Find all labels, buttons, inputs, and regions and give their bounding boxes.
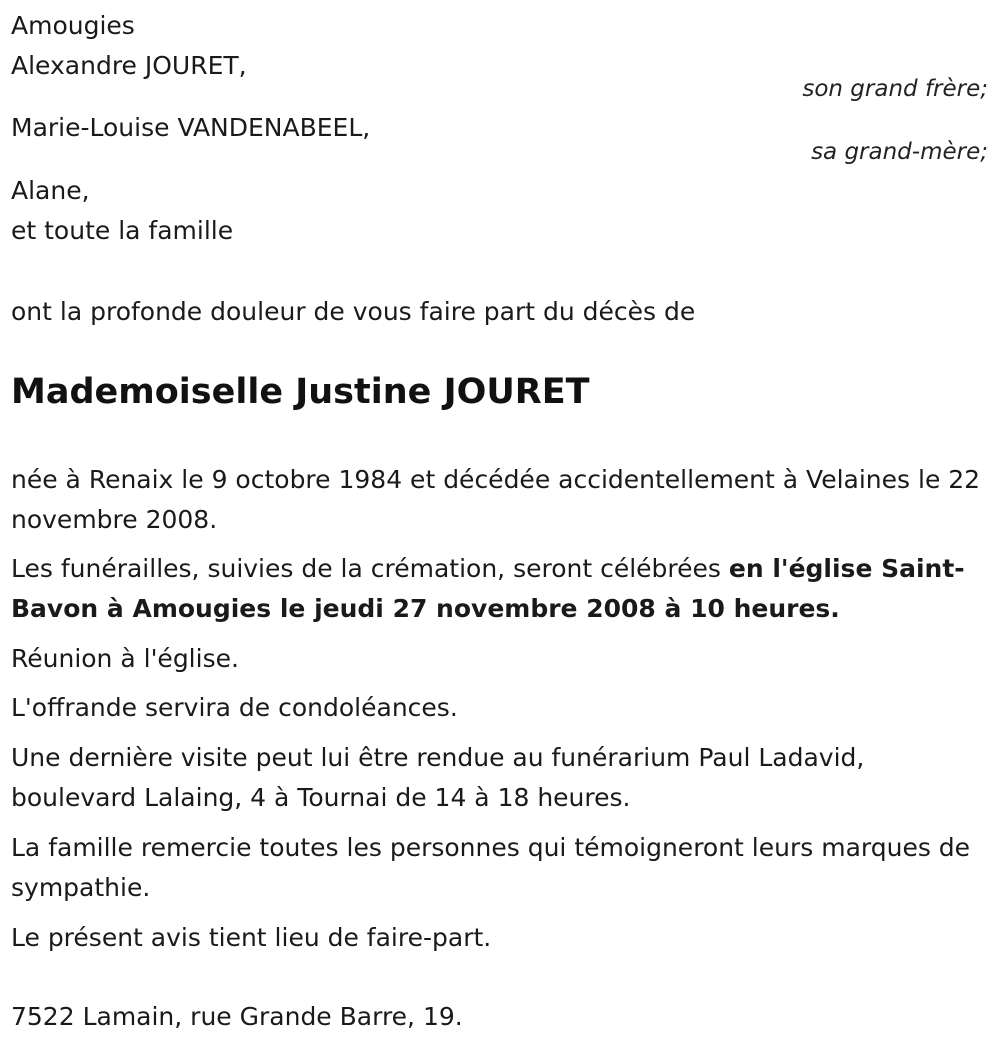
meeting-paragraph: Réunion à l'église. [11,644,239,673]
thanks-paragraph: La famille remercie toutes les personnes qui témoigneront leurs marques de sympathie. [11,833,971,902]
person-name-2: Marie-Louise VANDENABEEL, [11,113,371,142]
birth-death-paragraph: née à Renaix le 9 octobre 1984 et décédée accidentellement à Velaines le 22 novembre 2008. [11,465,981,534]
deceased-name: Mademoiselle Justine JOURET [11,372,590,412]
family-line: et toute la famille [11,216,234,245]
relation-2: sa grand-mère; [811,139,988,165]
person-name-1: Alexandre JOURET, [11,51,247,80]
announcement-text: ont la profonde douleur de vous faire part du décès de [11,297,696,326]
other-name: Alane, [11,176,90,205]
funeral-paragraph [11,549,996,629]
funeral-details: en l'église Saint-Bavon à Amougies le jeudi 27 novembre 2008 à 10 heures. [11,554,965,623]
place-name: Amougies [11,11,135,40]
funeral-intro: Les funérailles, suivies de la crémation, seront célébrées [11,554,729,583]
address-line: 7522 Lamain, rue Grande Barre, 19. [11,1002,463,1031]
visit-paragraph: Une dernière visite peut lui être rendue au funérarium Paul Ladavid, boulevard Lalaing, 4 à Tournai de 14 à 18 heures. [11,743,865,812]
relation-1: son grand frère; [802,76,988,102]
offering-paragraph: L'offrande servira de condoléances. [11,693,458,722]
notice-paragraph: Le présent avis tient lieu de faire-part. [11,923,492,952]
